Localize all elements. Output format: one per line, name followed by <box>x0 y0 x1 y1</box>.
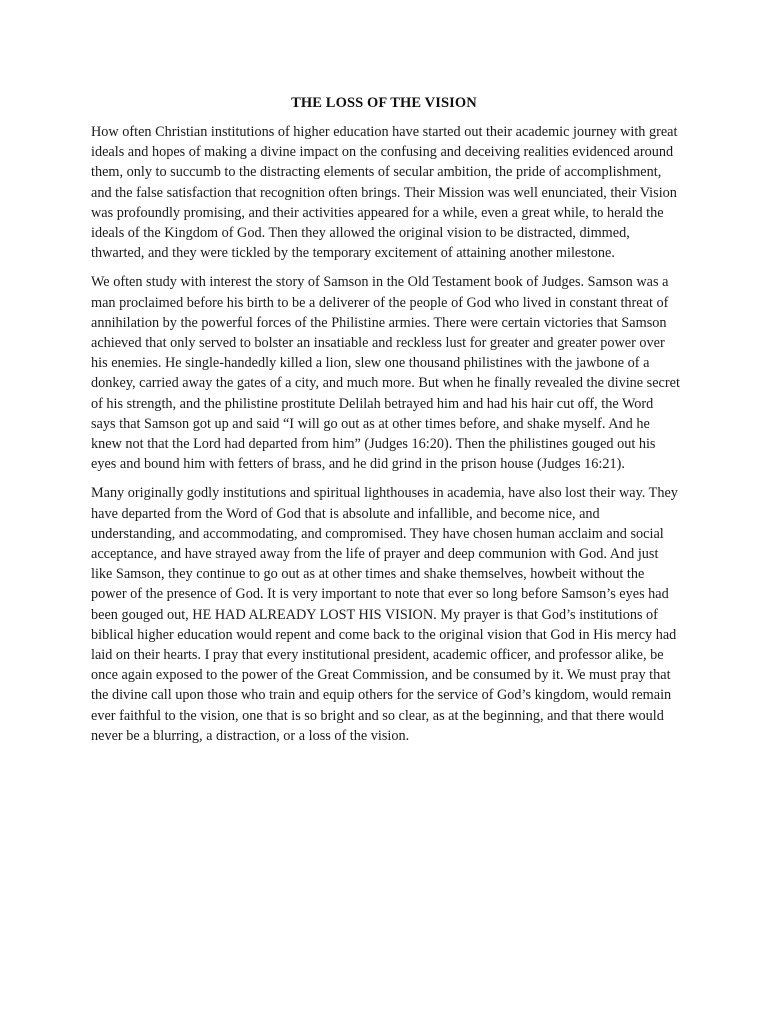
paragraph-2: We often study with interest the story of Samson in the Old Testament book of Judges. Samson was a man proclaimed before his birth to be a deliverer of the people of God who lived in constant threat of annihilation by the powerful forces of the Philistine armies. There were certain victories that Samson achieved that only served to bolster an insatiable and reckless lust for greater and greater power over his enemies. He single-handedly killed a lion, slew one thousand philistines with the jawbone of a donkey, carried away the gates of a city, and much more. But when he finally revealed the divine secret of his strength, and the philistine prostitute Delilah betrayed him and had his hair cut off, the Word says that Samson got up and said “I will go out as at other times before, and shake myself. And he knew not that the Lord had departed from him” (Judges 16:20). Then the philistines gouged out his eyes and bound him with fetters of brass, and he did grind in the prison house (Judges 16:21). <box>91 274 680 473</box>
paragraph-3: Many originally godly institutions and spiritual lighthouses in academia, have also lost their way. They have departed from the Word of God that is absolute and infallible, and become nice, and understanding, and accommodating, and compromised. They have chosen human acclaim and social acceptance, and have strayed away from the life of prayer and deep communion with God. And just like Samson, they continue to go out as at other times and shake themselves, howbeit without the power of the presence of God. It is very important to note that ever so long before Samson’s eyes had been gouged out, HE HAD ALREADY LOST HIS VISION. My prayer is that God’s institutions of biblical higher education would repent and come back to the original vision that God in His mercy had laid on their hearts. I pray that every institutional president, academic officer, and professor alike, be once again exposed to the power of the Great Commission, and be consumed by it. We must pray that the divine call upon those who train and equip others for the service of God’s kingdom, would remain ever faithful to the vision, one that is so bright and so clear, as at the beginning, and that there would never be a blurring, a distraction, or a loss of the vision. <box>91 485 678 744</box>
document-body <box>91 122 681 755</box>
paragraph-1: How often Christian institutions of higher education have started out their academic journey with great ideals and hopes of making a divine impact on the confusing and deceiving realities evidenced around them, only to succumb to the distracting elements of secular ambition, the pride of accomplishment, and the false satisfaction that recognition often brings. Their Mission was well enunciated, their Vision was profoundly promising, and their activities appeared for a while, even a great while, to herald the ideals of the Kingdom of God. Then they allowed the original vision to be distracted, dimmed, thwarted, and they were tickled by the temporary excitement of attaining another milestone. <box>91 124 678 262</box>
document-title: THE LOSS OF THE VISION <box>291 95 477 111</box>
